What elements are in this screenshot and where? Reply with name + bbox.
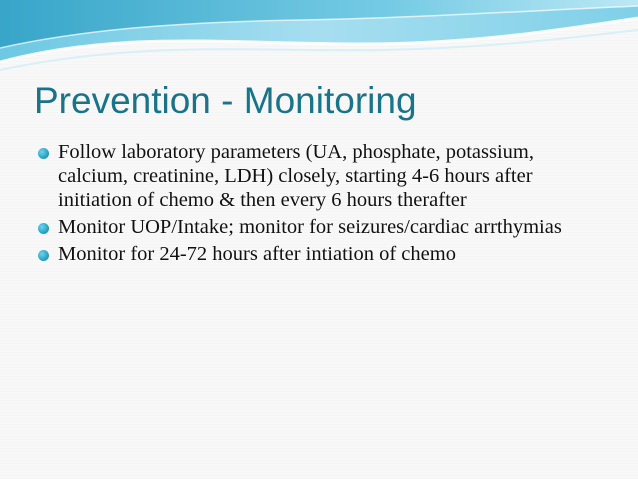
bullet-text: Follow laboratory parameters (UA, phosphate, potassium, calcium, creatinine, LDH) closely, starting 4-6 hours after initiation of chemo & then every 6 hours therafter (58, 141, 534, 211)
bullet-text: Monitor for 24-72 hours after intiation of chemo (58, 243, 456, 265)
bullet-item-lab-parameters (36, 140, 606, 212)
bullet-text: Monitor UOP/Intake; monitor for seizures/cardiac arrthymias (58, 216, 562, 238)
slide-title: Prevention - Monitoring (34, 80, 417, 121)
bullet-dot-icon (38, 223, 49, 234)
bullet-list (36, 140, 606, 269)
bullet-dot-icon (38, 250, 49, 261)
bullet-item-monitor-uop (36, 215, 606, 239)
header-wave-decoration (0, 0, 638, 80)
bullet-item-monitor-duration (36, 242, 606, 266)
bullet-dot-icon (38, 148, 49, 159)
